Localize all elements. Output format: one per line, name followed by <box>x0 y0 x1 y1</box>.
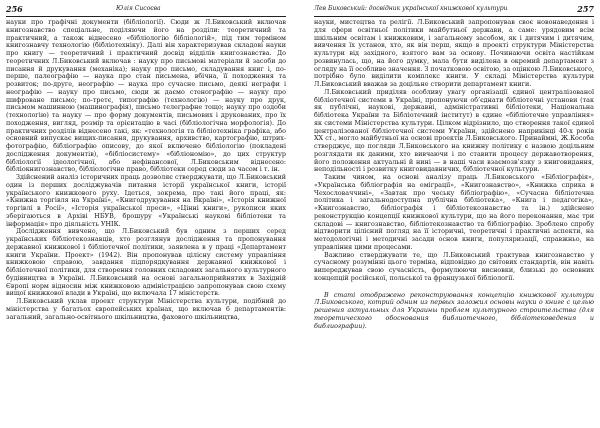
right-page-body <box>314 19 594 426</box>
paragraph: Л.Биковський приділяв особливу увагу організації єдиної централізованої бібліотечної системи в Україні, пропонуючи об’єднати бібліотечні установи (так як публічні, наукові, державні, адміністративні бібліотеки, Національна бібліотека України та Бібліотечний інститут) в єдине «бібліотечне управління» як системи Міністерства культури. Цілком відрізнило, що створення такої єдиної централізованої бібліотечної системи України, здійснено наприкінці 40-х років XX ст., могло майбутньої на основі проектів Л.Биковського. Принаймні, Ж.Кособа стверджує, що погляди Л.Биковського на книжну політику є назвою доцільним розглядати як даними, хто вивчаючи і по ставити процесу державотворення, його положення актуальні й нині — в наші часи взаємозв’язку з книговидання, неподільності і розвитку книговидавничих, бібліотечної культури. <box>314 87 594 174</box>
right-page-number: 257 <box>577 4 594 14</box>
right-running-head: Лев Биковський: досвідник української книжкової культури <box>314 5 508 12</box>
paragraph: Здійснений аналіз історичних праць дозволяє стверджувати, що Л.Биковський один із перших досліджувачів питання історії української книги, історії українського книжкового руху. Ідеться, зокрема, про такі його праці, як: «Книжна торгівля на Україні», «Книгодрукування на Вкраїні», «Історія книжної торгівлі в Росії», «Історія української преси», «Цінні книги», рукописи яких зберігаються в Архіві НБУВ, брошуру «Українські наукові бібліотеки та інформація» про діяльність УНІК. <box>6 173 286 228</box>
left-page-body <box>6 19 286 426</box>
right-page <box>308 0 600 428</box>
paragraph: Л.Биковський уклав проект структури Міністерства культури, подібний до міністерства у багатьох європейських країнах, що включав 6 департаментів: загальний, загально-освітнього шкільництва, фахового шкільництва, <box>6 297 286 321</box>
paragraph: Таким чином, на основі аналізу праць Л.Биковського «Бібліографія», «Українська бібліографія на еміграції», «Книгознавство», «Книжка сприка в Чехословаччині», «Завтак про чеську бібліографію», «Сучасна бібліотечна політика і загальнодоступна публічна бібліотека», «Книга і педагогіка», «Книгознавство, бібліографія і бібліотекознавство та ін.) здійснено реконструкцію концепції книжкової культури, що на його переконання, має три складові — книгознавство, бібліотекознавство та бібліографію. Зроблено спробу відтворити цілісний погляд на її історичні, теоретичні і практичні аспекти, на методологічні і методичні засади основ книги, популяризації, справжньо, на управління цими процесами. <box>314 173 594 251</box>
left-page-header <box>6 3 286 17</box>
right-page-header <box>314 3 594 17</box>
left-running-head: Юлія Сисоєва <box>116 5 161 12</box>
left-page <box>0 0 292 428</box>
paragraph: науки про графічні документи (бібліології). Сюди ж Л.Биковський включав книгознавство спеціальне, поділяючи його на розділи: теоретичний та практичний, а також віднесено «бібліологію бібліологій», під тим терміном книгознавчу технологію (бібліотехніку). Далі він характеризував складові науки про книгу — теоретичний і практичний досвід відділів книгознавства. До теоретичних Л.Биковський включав : науку про письмові матеріали й засоби до писання й друкування (механіка); науку про письмо, складування книг і, по-перше, палеографію — наука про стан письмена, вбічна, її походження та розвиток; по-друге, неографію — наука про сучасне письмо, деякі неграфи і неографію — науку про письмо, сюди ж даємо стенографію — науку про шифроване письмо; по-третє, типографію (технологію) — науку про друк, письмом машинною (машинографія), письмо телеграфне тощо; науку про оздоби (технологію) та науку — про форму документів, письмових і друкованих, про їх походження, вигляд, розмір та орієнтацію в часі (бібліологічна морфологія). До практичних розділів віднесено такі, як: «технологія та бібліотехніка графіка, або основний випускає вищих-писання, друкування, архивство, картографію, штрих-фотографію, бібліографію описову, до якої включено бібліологію (покладені дослідження документів), «бібліосистему» «бібліономію», до цих структур бібліології ідеологічної, або нефінансової, Л.Биковським віднесено: бібліокнигознавство, бібліологічне право, бібліотеки серед сюди за часом і т. ін. <box>6 19 286 174</box>
paragraph: науки, мистецтва та релігії. Л.Биковський запропонував своє новонаведення і для сфери освітньої політики майбутньої держави, а саме: урядовим всім шкільним освітам і книжковим, і загальному засобом, як і дитячим і дитячим, вивчення їх установ, хто, як він перш, якщо в проекті структури Міністерства культури від західного, взятого вам за основу. Починаючи освіта настійкам розвинулась, що, на його думку, мала бути виділена в окремий департамент з огляду на її особливе значення. З початковою освітою, за оцінкою Л.Биковського, потрібно було виділити комплекс книги. У складі Міністерства культури Л.Биковський вважав за доцільне створити департамент книги. <box>314 19 594 88</box>
left-page-number: 256 <box>6 4 23 14</box>
paragraph: Важливо стверджувати те, що Л.Биковський трактував книгознавство у сучасному розумінні цього терміна, відповідно до світових стандартів, він навіть випереджував свою сучасність, формулюючи висновки, близькі до основних концепцій російської, польської та французької бібліології. <box>314 250 594 282</box>
closing-note: В статі отображено реконструювання концепцію книжкової культури Л.Биковського, котрий одним из первых заложил основы науки о книге с целью решения актуальных для Украины проблем культурного строительства (для теоретического обоснования библиотечного, бібліотековедения и библиографии). <box>314 290 594 330</box>
paragraph: Дослідження вивчено, що Л.Биковський був одним з перших серед українських бібліотекознавців, хто розглянув дослідження та пропонування державної книжкової і бібліотечної політики, заявлена в у праці «Департамент книги України. Проект» (1942). Він пропонував цілісну систему управління книжковою справою, завдання підпорядкування державної книжкової і бібліотечної політики, для створення головних складових загального культурного будівництва в Україні. Л.Биковський на основі загальноприйнятих в Західній Європі норм відносин між книжковою адміністрацією запропонував свою схему вищої книжкової влади в Україні, що включала 17 міністерств. <box>6 227 286 298</box>
